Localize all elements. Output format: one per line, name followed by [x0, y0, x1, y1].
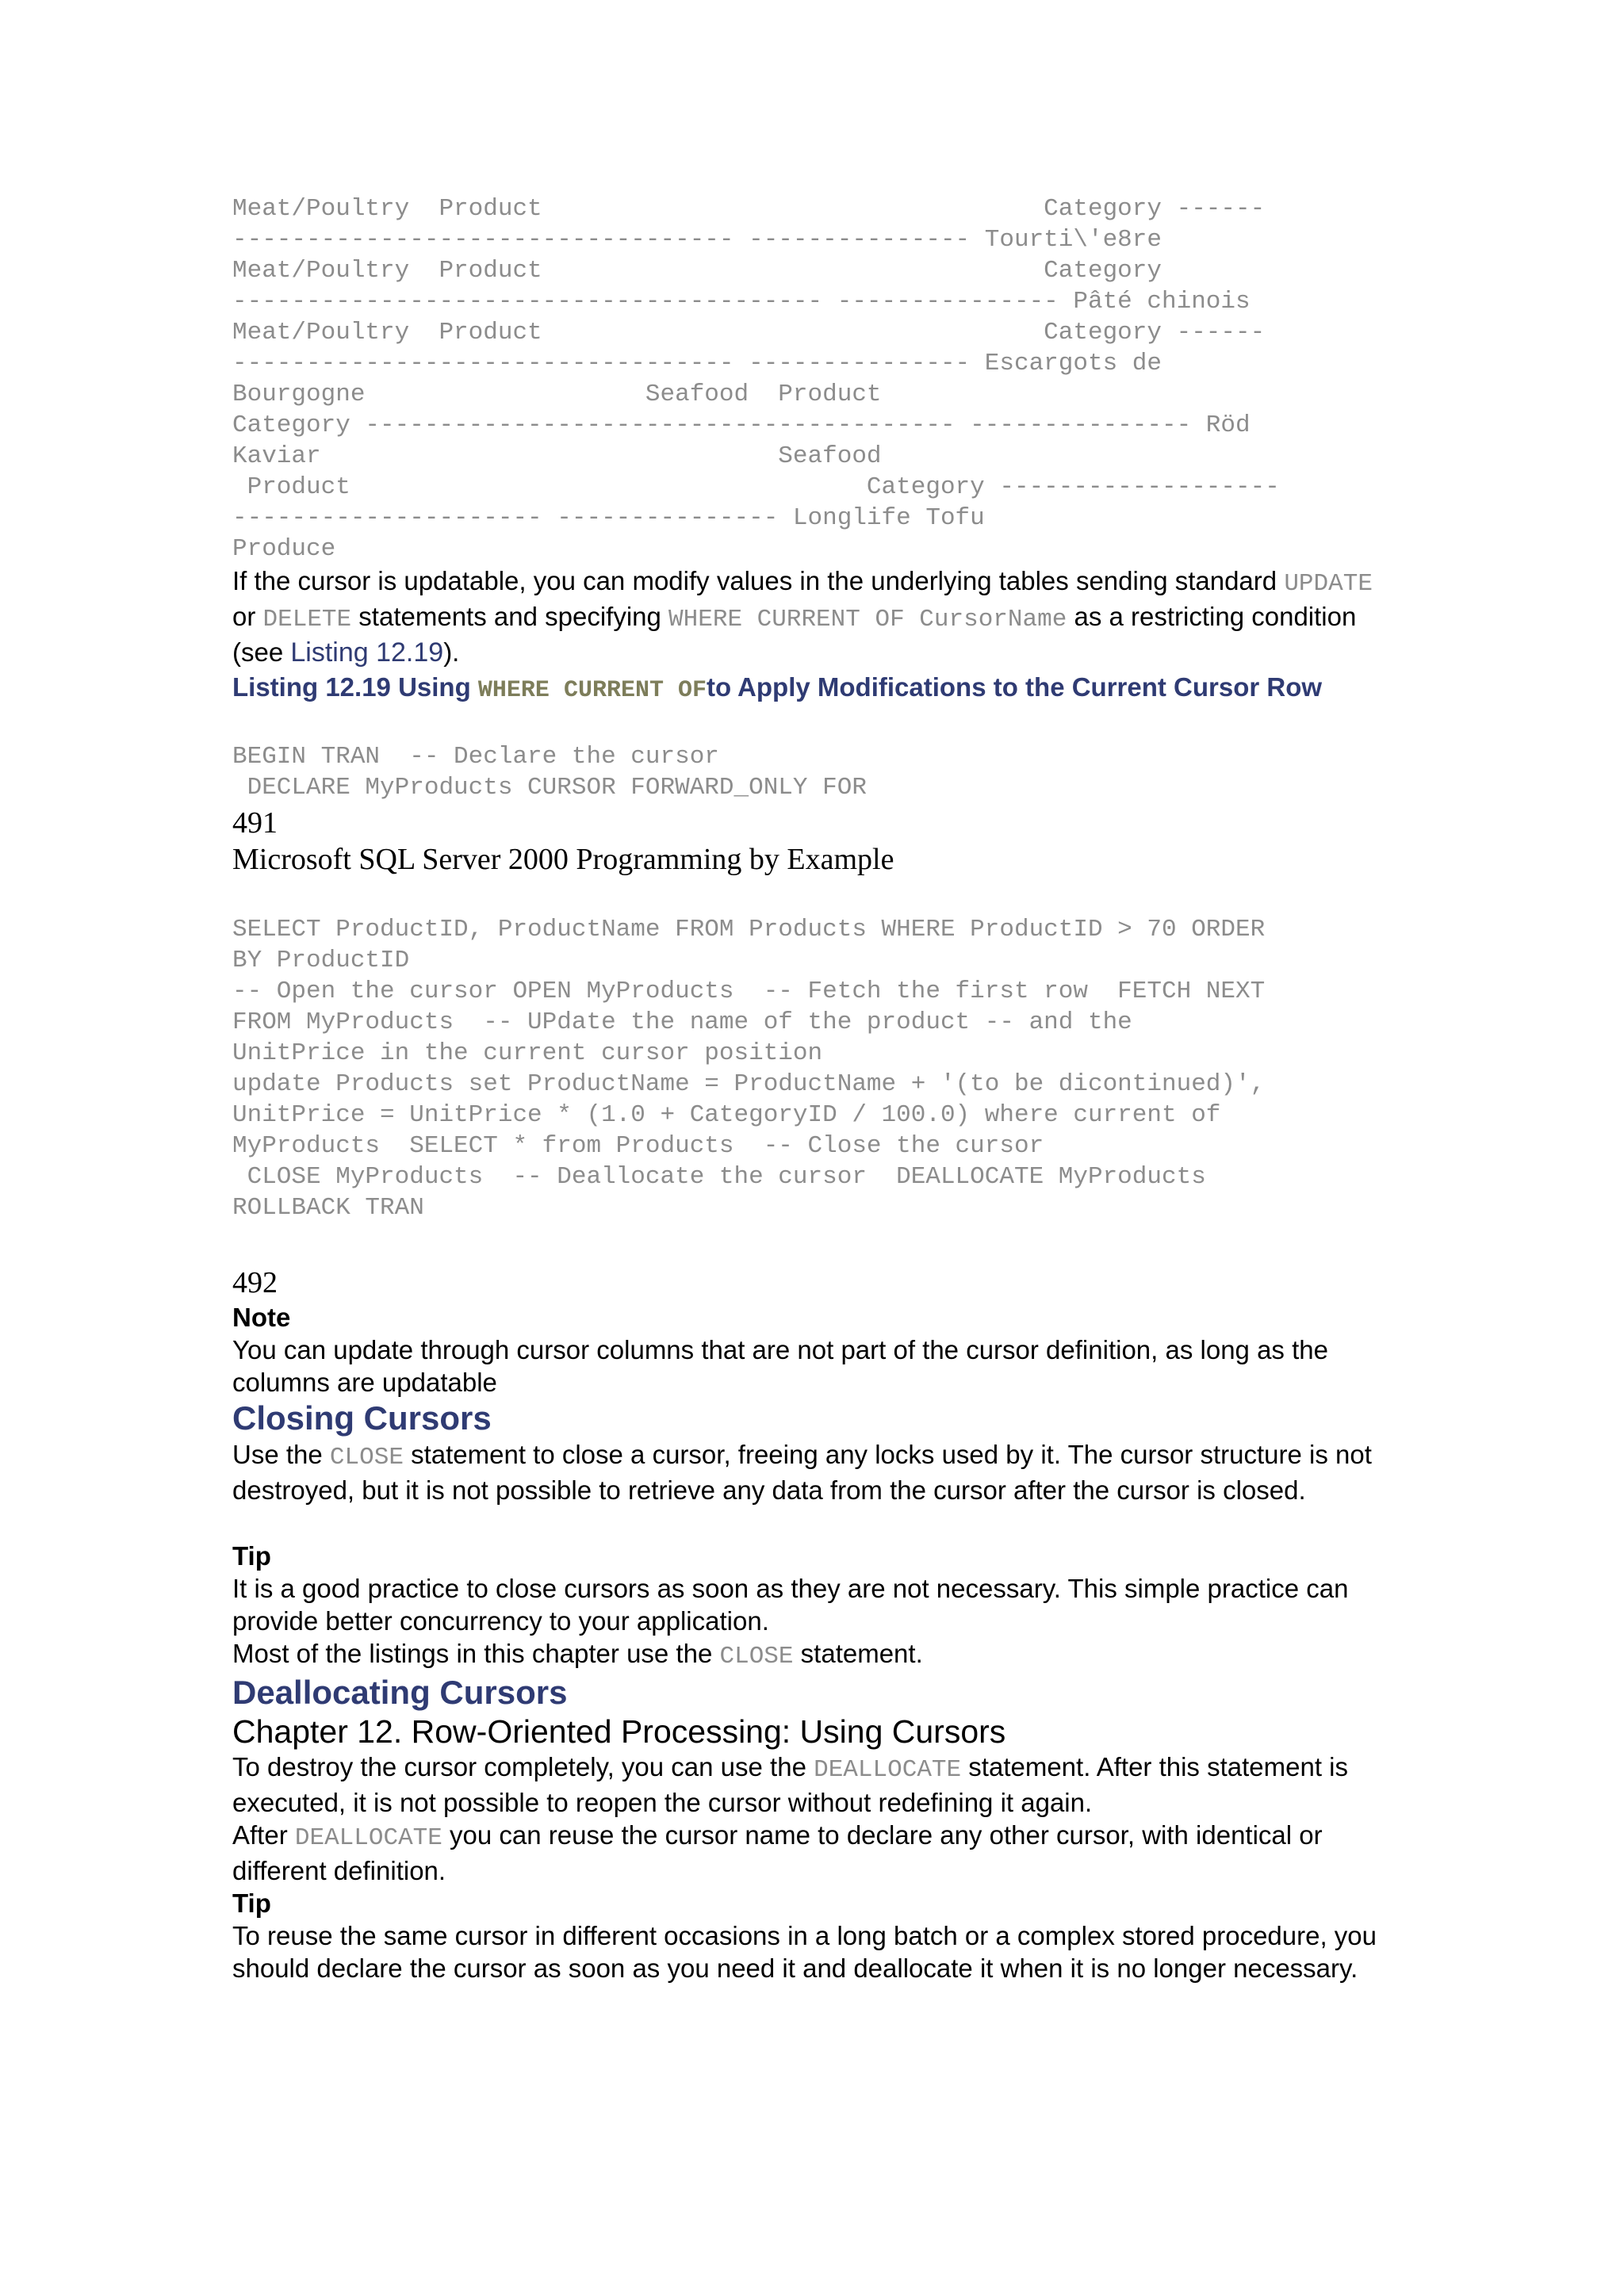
paragraph-close [232, 1438, 1392, 1506]
text-run: Most of the listings in this chapter use the [232, 1639, 720, 1668]
code-line: Produce [232, 535, 336, 563]
code-line: MyProducts SELECT * from Products -- Close the cursor [232, 1132, 1044, 1160]
tip-label: Tip [232, 1541, 271, 1571]
code-line: ---------------------------------------- --------------- Pâté chinois [232, 288, 1251, 316]
code-line: Kaviar Seafood [232, 442, 882, 470]
code-line: DECLARE MyProducts CURSOR FORWARD_ONLY FOR [232, 774, 867, 802]
tip-label: Tip [232, 1888, 271, 1918]
inline-code: DEALLOCATE [294, 1824, 442, 1852]
text-run: as a restricting condition (see [232, 602, 1357, 667]
tip-text: It is a good practice to close cursors as soon as they are not necessary. This simple practice can provide better concurrency to your application. [232, 1574, 1349, 1636]
code-block-output [232, 193, 1392, 564]
page-number: 492 [232, 1266, 278, 1299]
note-text: You can update through cursor columns that are not part of the cursor definition, as long as the columns are updatable [232, 1335, 1328, 1397]
code-line: Bourgogne Seafood Product [232, 381, 882, 408]
text-run: or [232, 602, 263, 631]
paragraph-destroy [232, 1751, 1392, 1819]
section-heading-deallocating: Deallocating Cursors [232, 1674, 568, 1711]
inline-code: CLOSE [719, 1643, 794, 1670]
code-line: update Products set ProductName = ProductName + '(to be dicontinued)', [232, 1070, 1266, 1098]
book-title: Microsoft SQL Server 2000 Programming by Example [232, 843, 894, 876]
text-run: statements and specifying [351, 602, 669, 631]
chapter-title: Chapter 12. Row-Oriented Processing: Using Cursors [232, 1713, 1006, 1750]
code-line: UnitPrice = UnitPrice * (1.0 + CategoryID / 100.0) where current of [232, 1101, 1221, 1129]
text-run: After [232, 1820, 295, 1850]
text-run: statement to close a cursor, freeing any locks used by it. The cursor structure is not destroyed, but it is not possible to retrieve any data from the cursor after the cursor is closed. [232, 1440, 1372, 1505]
inline-code: UPDATE [1284, 570, 1373, 598]
caption-text: to Apply Modifications to the Current Cursor Row [706, 672, 1323, 702]
page-number: 491 [232, 806, 278, 840]
inline-code: WHERE CURRENT OF CursorName [668, 606, 1067, 633]
document-page [232, 190, 1392, 1984]
caption-code: WHERE CURRENT OF [477, 677, 707, 704]
paragraph-updatable [232, 564, 1392, 669]
paragraph-after [232, 1819, 1392, 1887]
code-line: SELECT ProductID, ProductName FROM Products WHERE ProductID > 70 ORDER [232, 916, 1266, 943]
paragraph-most [232, 1637, 1392, 1673]
code-line: ---------------------------------- --------------- Escargots de [232, 350, 1162, 377]
code-line: Meat/Poultry Product Category ------ [232, 319, 1266, 346]
code-block-listing [232, 914, 1392, 1223]
tip-text: To reuse the same cursor in different occasions in a long batch or a complex stored procedure, you should declare the cursor as soon as you need it and deallocate it when it is no longer necessary. [232, 1921, 1377, 1983]
text-run: ). [443, 637, 460, 667]
inline-code: DELETE [262, 606, 352, 633]
text-run: statement. After this statement is executed, it is not possible to reopen the cursor without redefining it again. [232, 1752, 1349, 1817]
code-line: UnitPrice in the current cursor position [232, 1039, 823, 1067]
code-block-listing-start [232, 741, 1392, 803]
section-heading-closing: Closing Cursors [232, 1399, 492, 1437]
code-line: -- Open the cursor OPEN MyProducts -- Fetch the first row FETCH NEXT [232, 978, 1266, 1005]
code-line: Category ---------------------------------------- --------------- Röd [232, 411, 1251, 439]
code-line: CLOSE MyProducts -- Deallocate the cursor DEALLOCATE MyProducts [232, 1163, 1206, 1191]
code-line: BEGIN TRAN -- Declare the cursor [232, 743, 719, 771]
text-run: you can reuse the cursor name to declare any other cursor, with identical or different definition. [232, 1820, 1323, 1885]
code-line: BY ProductID [232, 947, 410, 974]
inline-code: DEALLOCATE [814, 1756, 962, 1784]
text-run: To destroy the cursor completely, you can use the [232, 1752, 814, 1781]
code-line: Product Category ------------------- [232, 473, 1280, 501]
code-line: Meat/Poultry Product Category ------ [232, 195, 1266, 223]
caption-text: Listing 12.19 Using [232, 672, 478, 702]
note-label: Note [232, 1303, 291, 1332]
text-run: If the cursor is updatable, you can modify values in the underlying tables sending standard [232, 566, 1285, 595]
text-run: Use the [232, 1440, 330, 1469]
listing-caption [232, 671, 1392, 707]
code-line: ROLLBACK TRAN [232, 1194, 424, 1222]
code-line: FROM MyProducts -- UPdate the name of the product -- and the [232, 1008, 1132, 1036]
listing-link[interactable]: Listing 12.19 [290, 637, 444, 668]
code-line: Meat/Poultry Product Category [232, 257, 1162, 285]
text-run: statement. [793, 1639, 923, 1668]
code-line: --------------------- --------------- Longlife Tofu [232, 504, 985, 532]
code-line: ---------------------------------- --------------- Tourti\'e8re [232, 226, 1162, 254]
inline-code: CLOSE [329, 1444, 404, 1471]
